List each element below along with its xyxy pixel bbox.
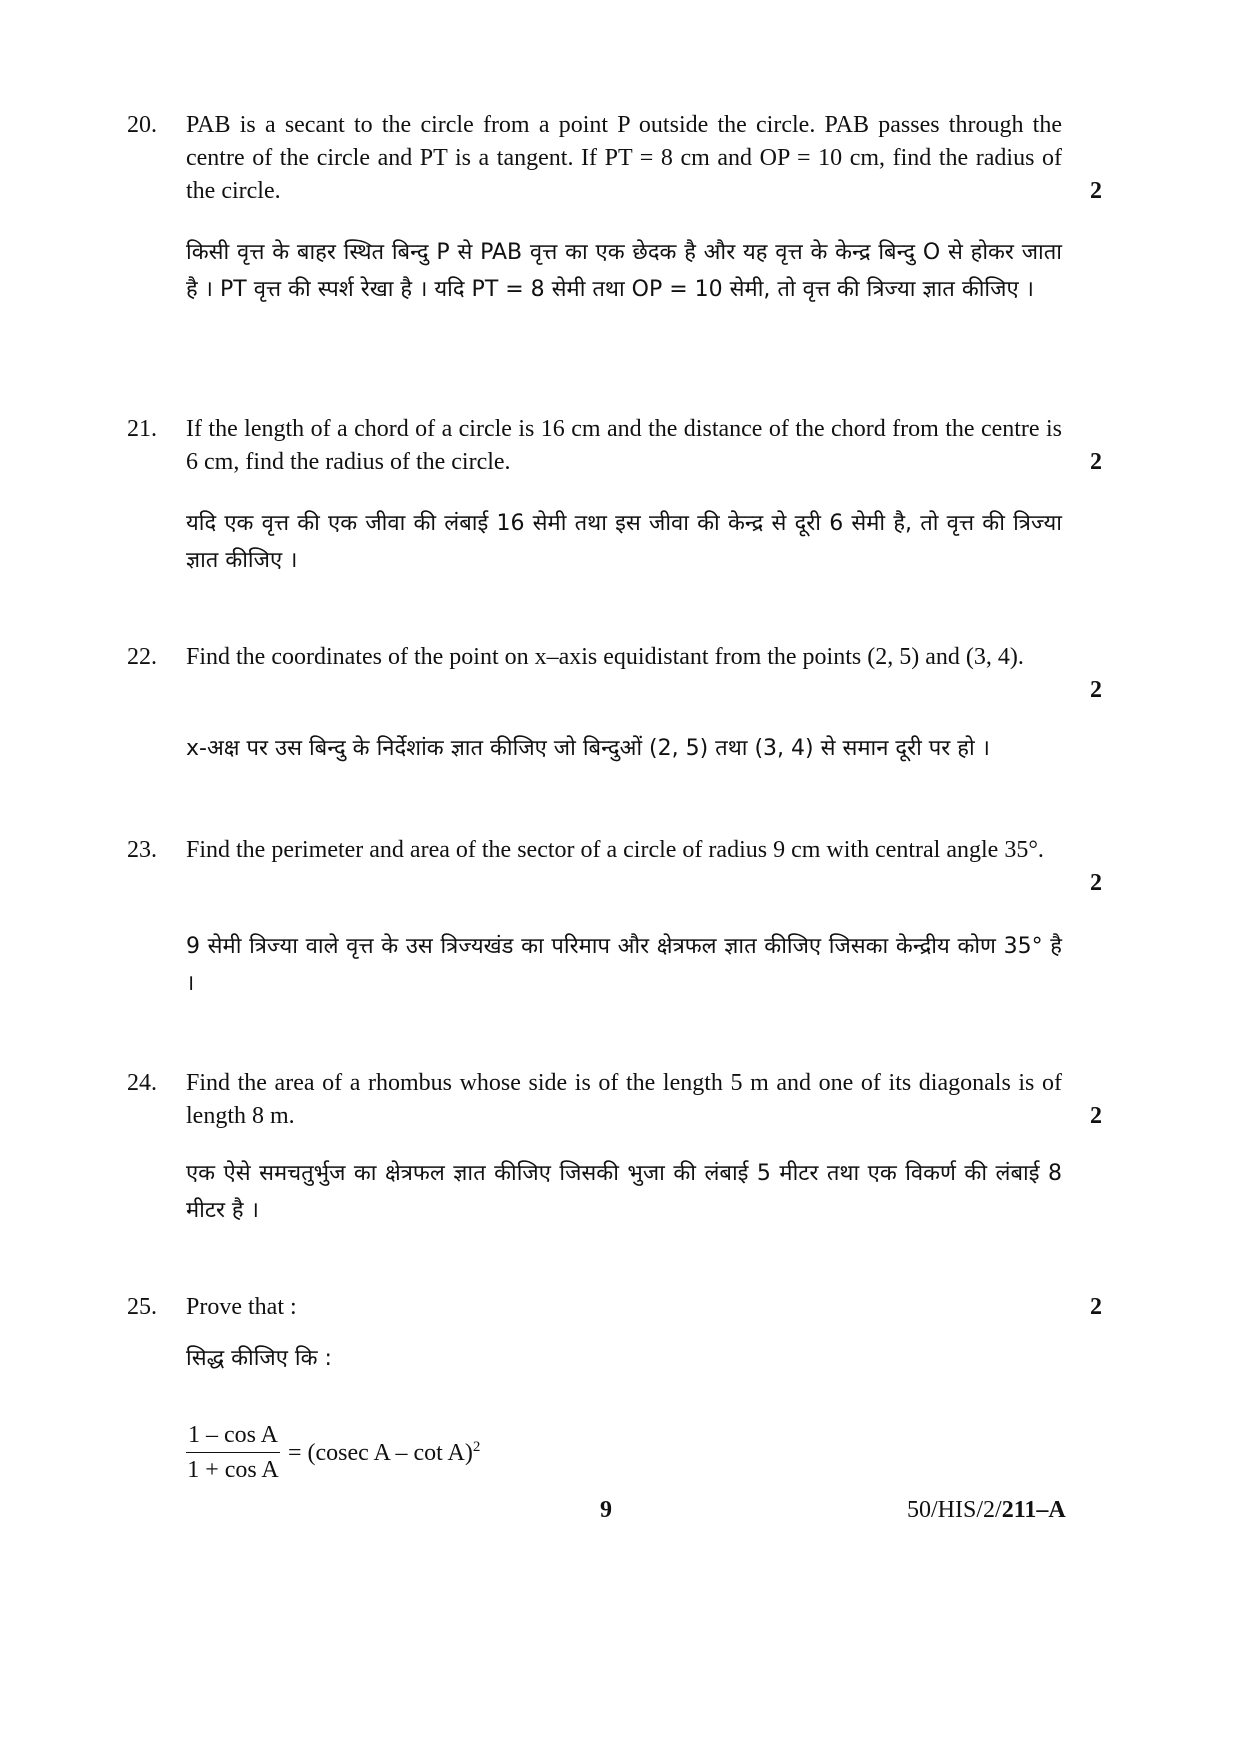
- formula-rhs: [288, 1439, 480, 1467]
- question-number: 21.: [127, 416, 157, 442]
- question-text-hindi: सिद्ध कीजिए कि :: [186, 1346, 332, 1371]
- question-text-hindi: एक ऐसे समचतुर्भुज का क्षेत्रफल ज्ञात कीजिए जिसकी भुजा की लंबाई 5 मीटर तथा एक विकर्ण की लंबाई 8 मीटर है ।: [186, 1161, 1062, 1223]
- question-text-english: PAB is a secant to the circle from a point P outside the circle. PAB passes through the centre of the circle and PT is a tangent. If PT = 8 cm and OP = 10 cm, find the radius of the circle.: [186, 112, 1062, 204]
- question-text-hindi: किसी वृत्त के बाहर स्थित बिन्दु P से PAB वृत्त का एक छेदक है और यह वृत्त के केन्द्र बिन्दु O से होकर जाता है । PT वृत्त की स्पर्श रेखा है । यदि PT = 8 सेमी तथा OP = 10 सेमी, तो वृत्त की त्रिज्या ज्ञात कीजिए ।: [186, 240, 1062, 302]
- question-marks: 2: [1090, 1103, 1102, 1129]
- question-text-hindi: x-अक्ष पर उस बिन्दु के निर्देशांक ज्ञात कीजिए जो बिन्दुओं (2, 5) तथा (3, 4) से समान दूरी पर हो ।: [186, 736, 990, 761]
- formula-exponent: 2: [472, 1438, 481, 1455]
- question-marks: 2: [1090, 870, 1102, 896]
- formula-rhs-text: = (cosec A – cot A): [288, 1439, 473, 1466]
- question-marks: 2: [1090, 178, 1102, 204]
- fraction-denominator: 1 + cos A: [187, 1457, 279, 1483]
- question-text-hindi: यदि एक वृत्त की एक जीवा की लंबाई 16 सेमी तथा इस जीवा की केन्द्र से दूरी 6 सेमी है, तो वृत्त की त्रिज्या ज्ञात कीजिए ।: [186, 511, 1062, 573]
- question-text-english: Find the coordinates of the point on x–axis equidistant from the points (2, 5) and (3, 4).: [186, 644, 1024, 670]
- question-text-english: If the length of a chord of a circle is 16 cm and the distance of the chord from the centre is 6 cm, find the radius of the circle.: [186, 416, 1062, 475]
- trig-identity-formula: [186, 1420, 480, 1485]
- fraction-numerator: 1 – cos A: [186, 1420, 280, 1453]
- paper-code: [907, 1497, 1066, 1524]
- question-number: 24.: [127, 1070, 157, 1096]
- question-number: 25.: [127, 1294, 157, 1320]
- question-marks: 2: [1090, 449, 1102, 475]
- paper-code-prefix: 50/HIS/2/: [907, 1497, 1002, 1523]
- question-marks: 2: [1090, 1294, 1102, 1320]
- question-text-english: Prove that :: [186, 1294, 297, 1320]
- question-text-hindi: 9 सेमी त्रिज्या वाले वृत्त के उस त्रिज्यखंड का परिमाप और क्षेत्रफल ज्ञात कीजिए जिसका केन्द्रीय कोण 35° है ।: [186, 934, 1062, 996]
- question-marks: 2: [1090, 677, 1102, 703]
- paper-code-suffix: 211–A: [1001, 1497, 1066, 1523]
- page-number: 9: [600, 1497, 612, 1523]
- question-number: 22.: [127, 644, 157, 670]
- question-text-english: Find the area of a rhombus whose side is of the length 5 m and one of its diagonals is of length 8 m.: [186, 1070, 1062, 1129]
- fraction: [186, 1420, 280, 1485]
- question-number: 20.: [127, 112, 157, 138]
- question-number: 23.: [127, 837, 157, 863]
- question-text-english: Find the perimeter and area of the sector of a circle of radius 9 cm with central angle 35°.: [186, 837, 1044, 863]
